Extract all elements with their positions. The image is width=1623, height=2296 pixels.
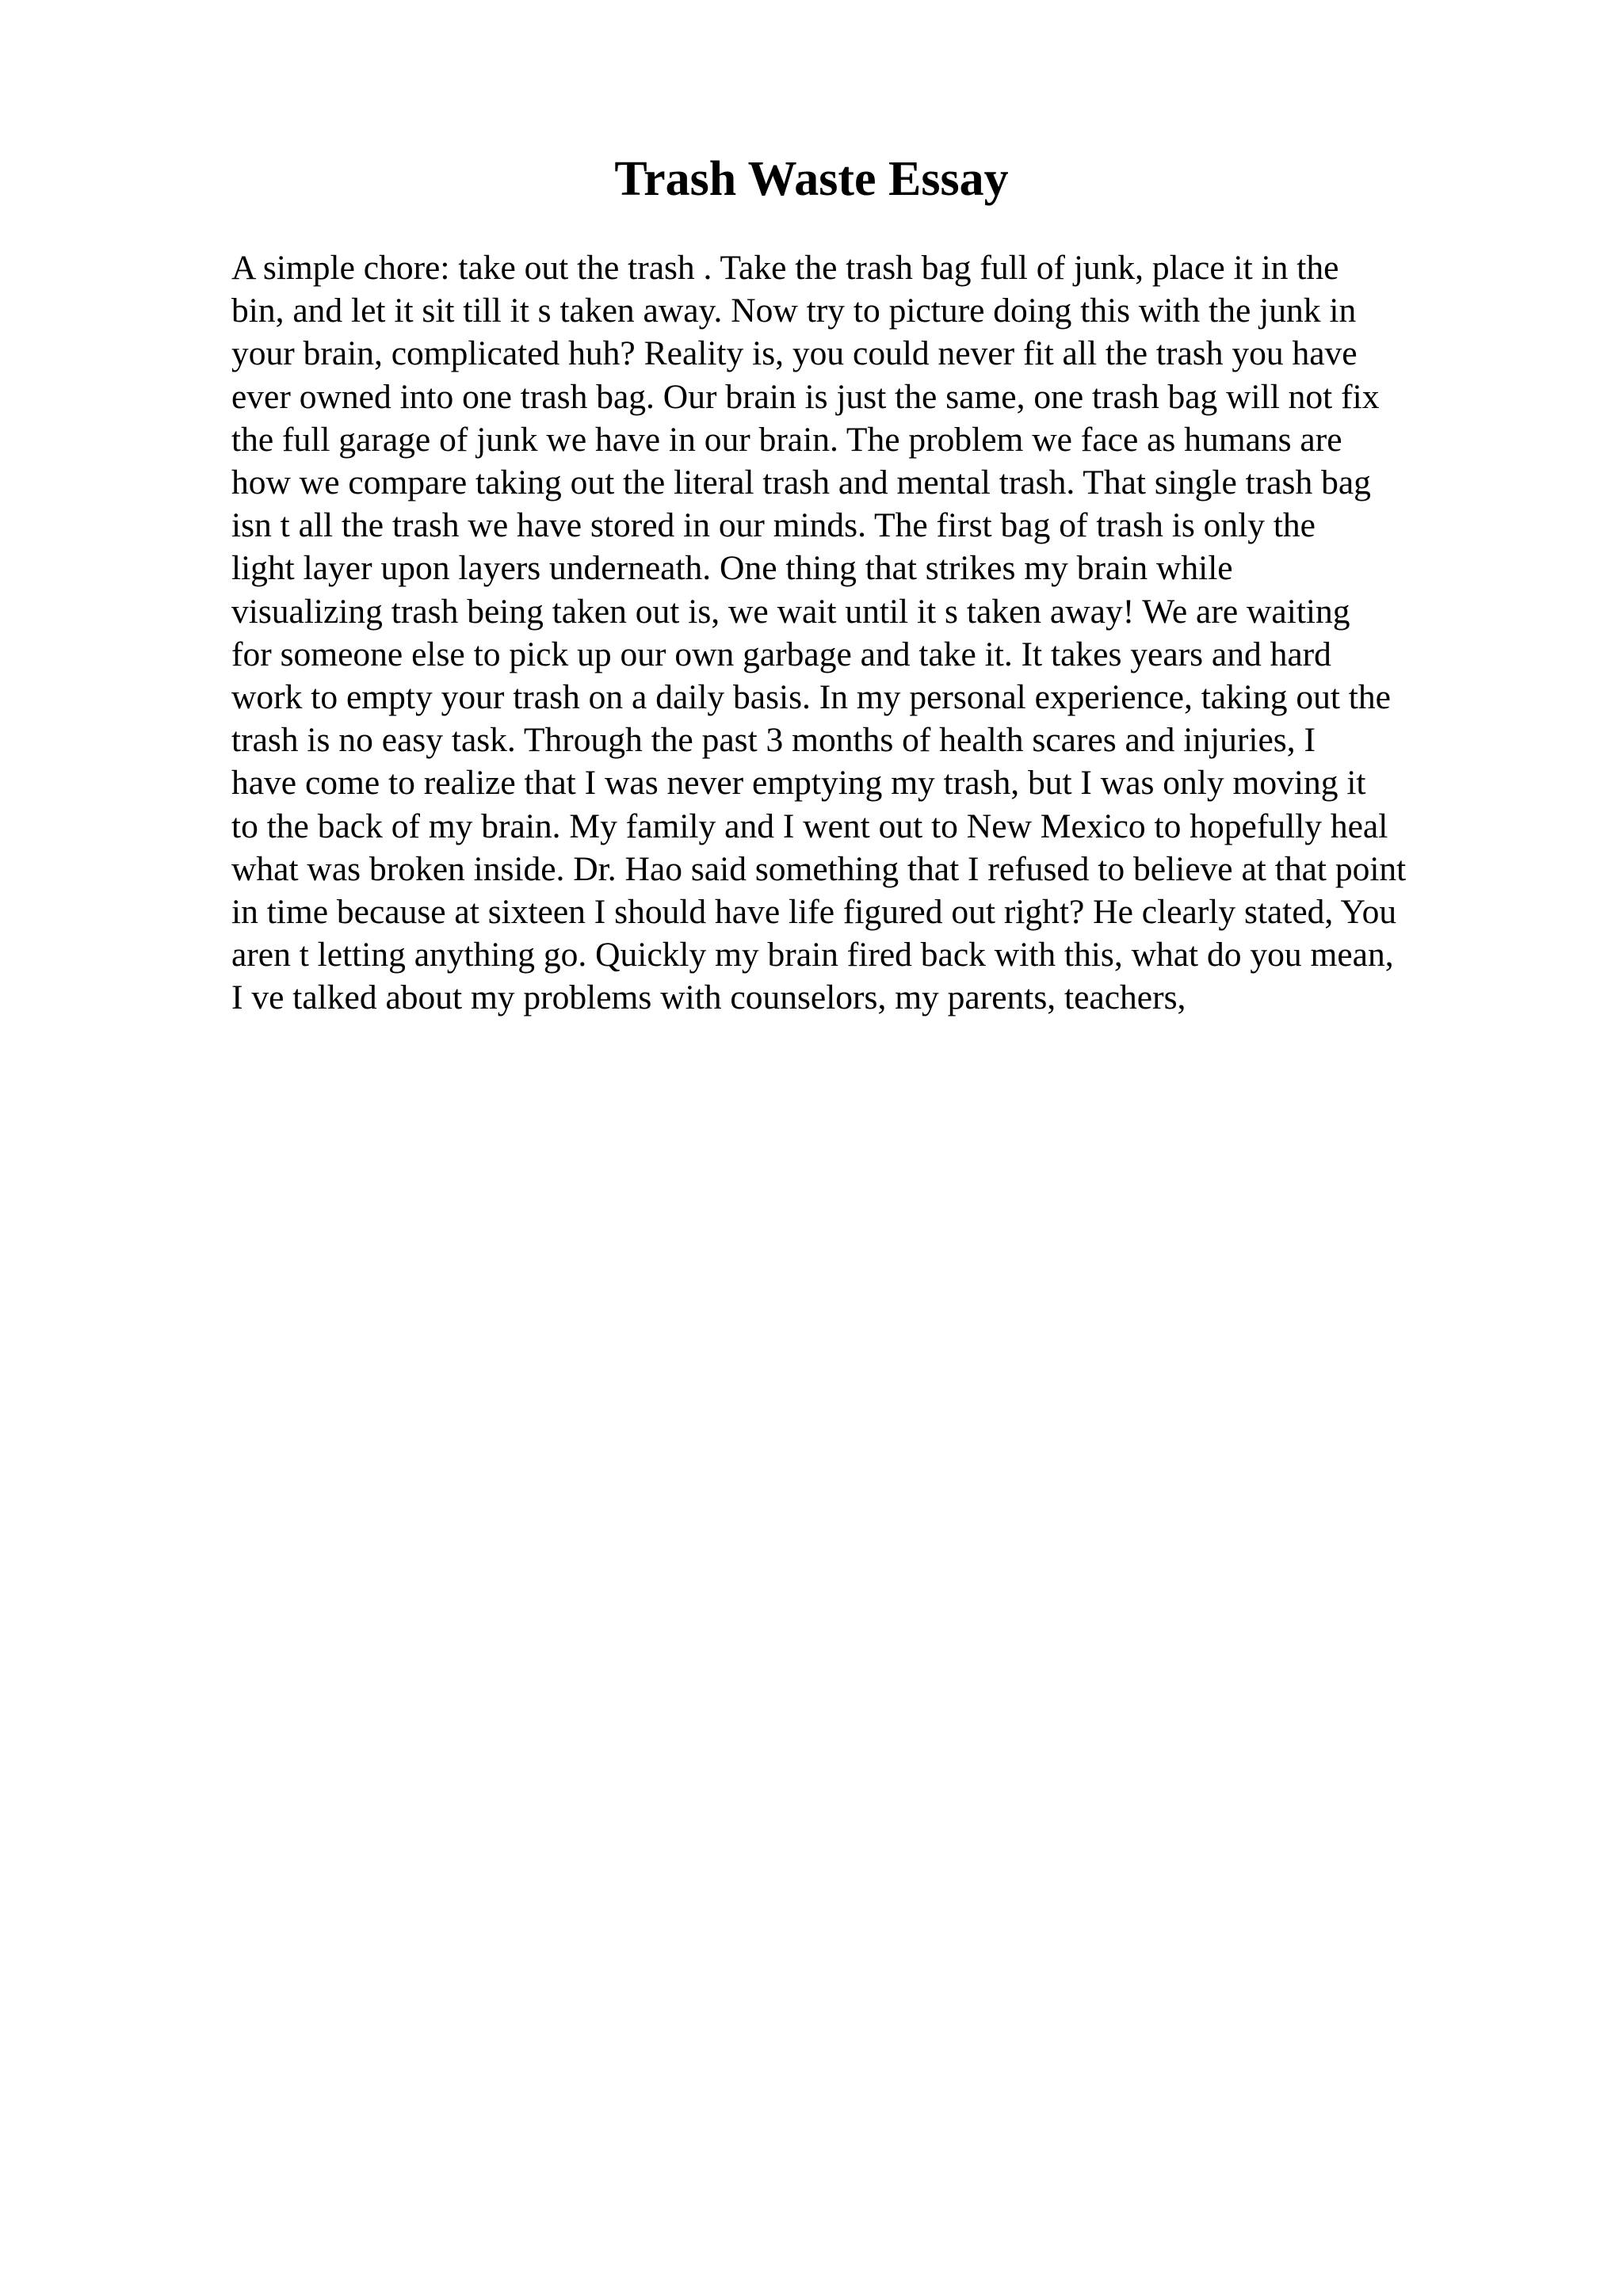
essay-line: visualizing trash being taken out is, we wait until it s taken away! We are waiting: [231, 592, 1350, 631]
essay-line: what was broken inside. Dr. Hao said something that I refused to believe at that point: [231, 849, 1407, 888]
essay-line: in time because at sixteen I should have life figured out right? He clearly stated, You: [231, 893, 1397, 932]
essay-line: work to empty your trash on a daily basis. In my personal experience, taking out the: [231, 678, 1391, 717]
essay-line: trash is no easy task. Through the past 3 months of health scares and injuries, I: [231, 721, 1316, 760]
document-title: Trash Waste Essay: [614, 152, 1009, 206]
essay-line: your brain, complicated huh? Reality is, you could never fit all the trash you have: [231, 334, 1358, 373]
essay-line: I ve talked about my problems with counselors, my parents, teachers,: [231, 978, 1186, 1017]
essay-line: aren t letting anything go. Quickly my brain fired back with this, what do you mean,: [231, 936, 1394, 974]
essay-line: the full garage of junk we have in our brain. The problem we face as humans are: [231, 420, 1342, 459]
essay-line: A simple chore: take out the trash . Take the trash bag full of junk, place it in the: [231, 249, 1339, 287]
essay-line: for someone else to pick up our own garbage and take it. It takes years and hard: [231, 635, 1331, 673]
essay-line: how we compare taking out the literal trash and mental trash. That single trash bag: [231, 463, 1371, 502]
essay-line: bin, and let it sit till it s taken away. Now try to picture doing this with the junk in: [231, 292, 1357, 330]
essay-body: [231, 246, 1531, 1020]
essay-line: light layer upon layers underneath. One thing that strikes my brain while: [231, 549, 1233, 588]
essay-line: ever owned into one trash bag. Our brain is just the same, one trash bag will not fix: [231, 377, 1380, 416]
essay-line: to the back of my brain. My family and I went out to New Mexico to hopefully heal: [231, 807, 1388, 845]
essay-line: have come to realize that I was never emptying my trash, but I was only moving it: [231, 764, 1366, 803]
essay-line: isn t all the trash we have stored in our minds. The first bag of trash is only the: [231, 506, 1316, 545]
